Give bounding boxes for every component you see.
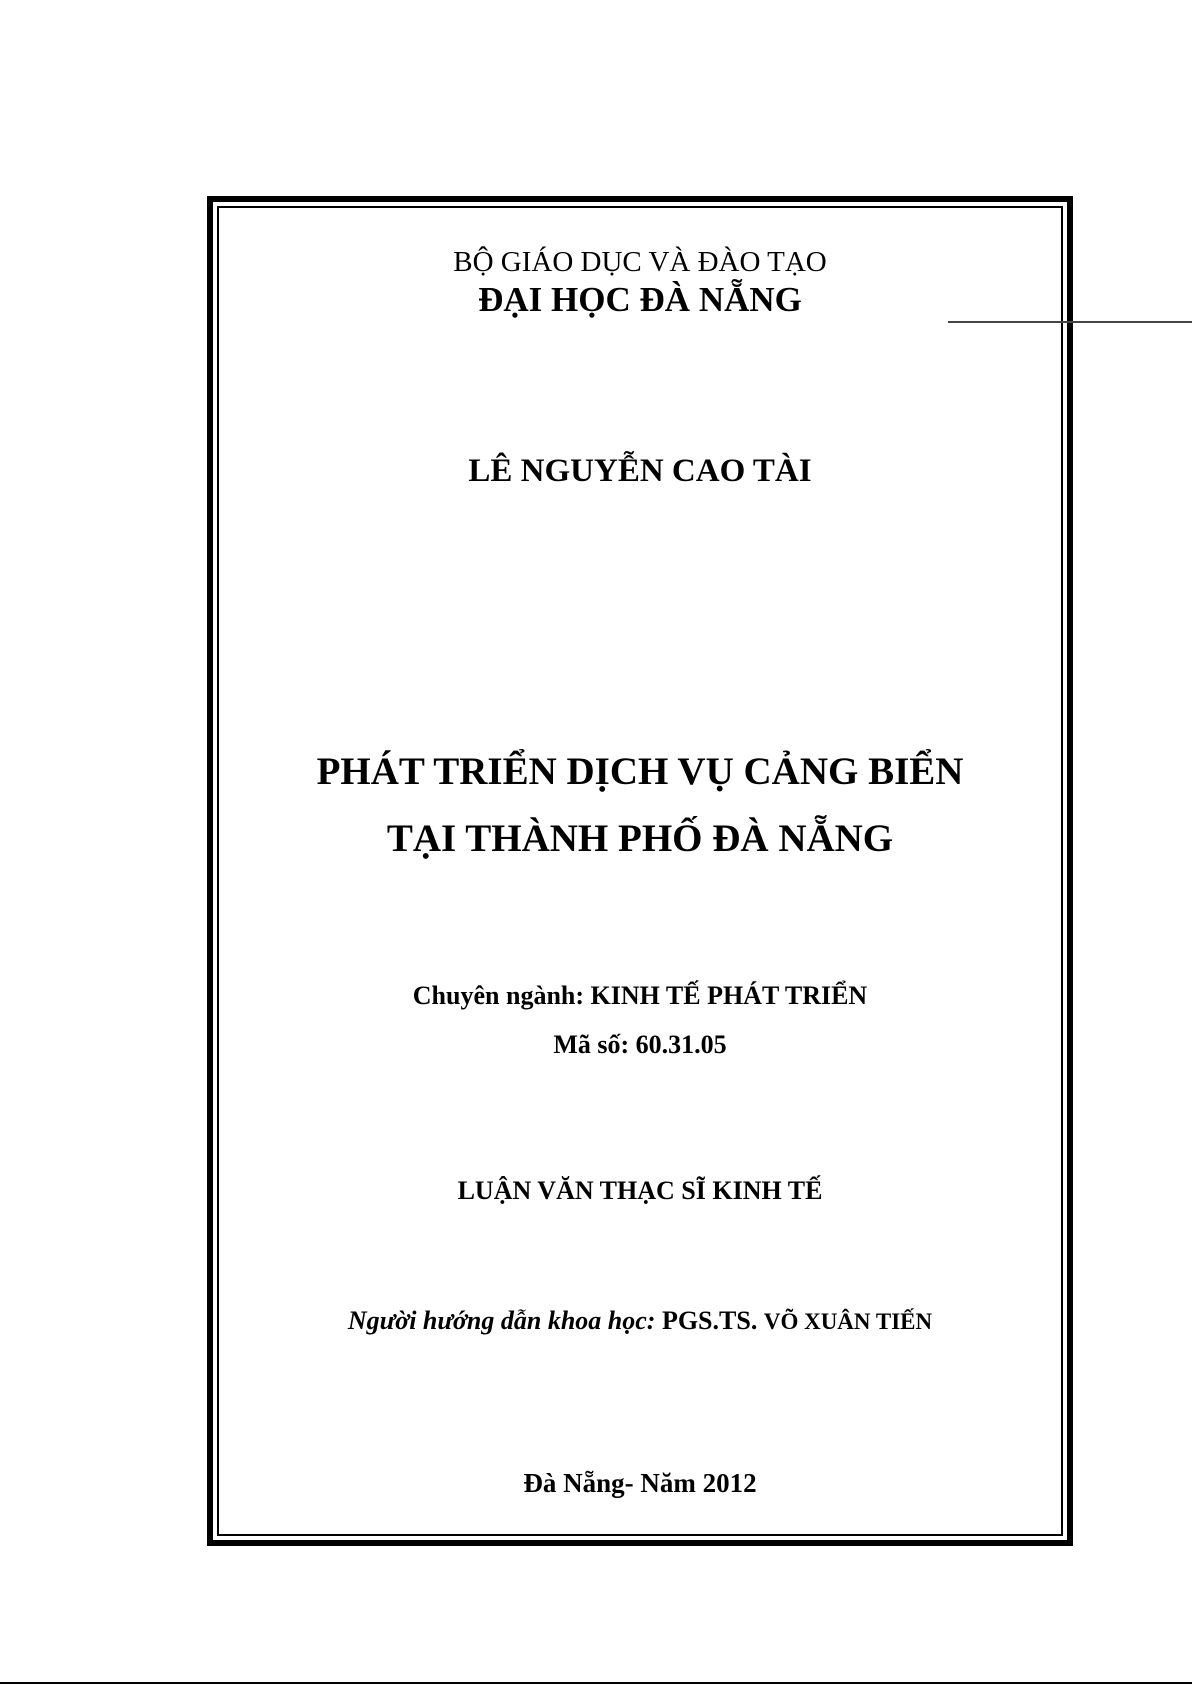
thesis-title-line-1: PHÁT TRIỂN DỊCH VỤ CẢNG BIỂN: [316, 750, 964, 793]
degree-type: LUẬN VĂN THẠC SĨ KINH TẾ: [457, 1176, 823, 1205]
advisor-title: PGS.TS.: [661, 1306, 758, 1335]
advisor-name: VÕ XUÂN TIẾN: [763, 1309, 933, 1334]
major-code: Mã số: 60.31.05: [553, 1030, 727, 1059]
ministry-name: BỘ GIÁO DỤC VÀ ĐÀO TẠO: [453, 246, 827, 278]
university-name: ĐẠI HỌC ĐÀ NẴNG: [478, 280, 802, 319]
major-field: Chuyên ngành: KINH TẾ PHÁT TRIỂN: [412, 981, 868, 1010]
cover-frame-inner: [217, 206, 1063, 1536]
place-and-year: Đà Nẵng- Năm 2012: [523, 1468, 757, 1498]
advisor-line: [217, 1308, 1063, 1334]
author-name: LÊ NGUYỄN CAO TÀI: [468, 453, 812, 489]
margin-rule-line: [948, 321, 1192, 323]
advisor-label: Người hướng dẫn khoa học:: [347, 1306, 656, 1335]
page-bottom-edge: [0, 1682, 1192, 1684]
thesis-title-line-2: TẠI THÀNH PHỐ ĐÀ NẴNG: [386, 817, 894, 860]
